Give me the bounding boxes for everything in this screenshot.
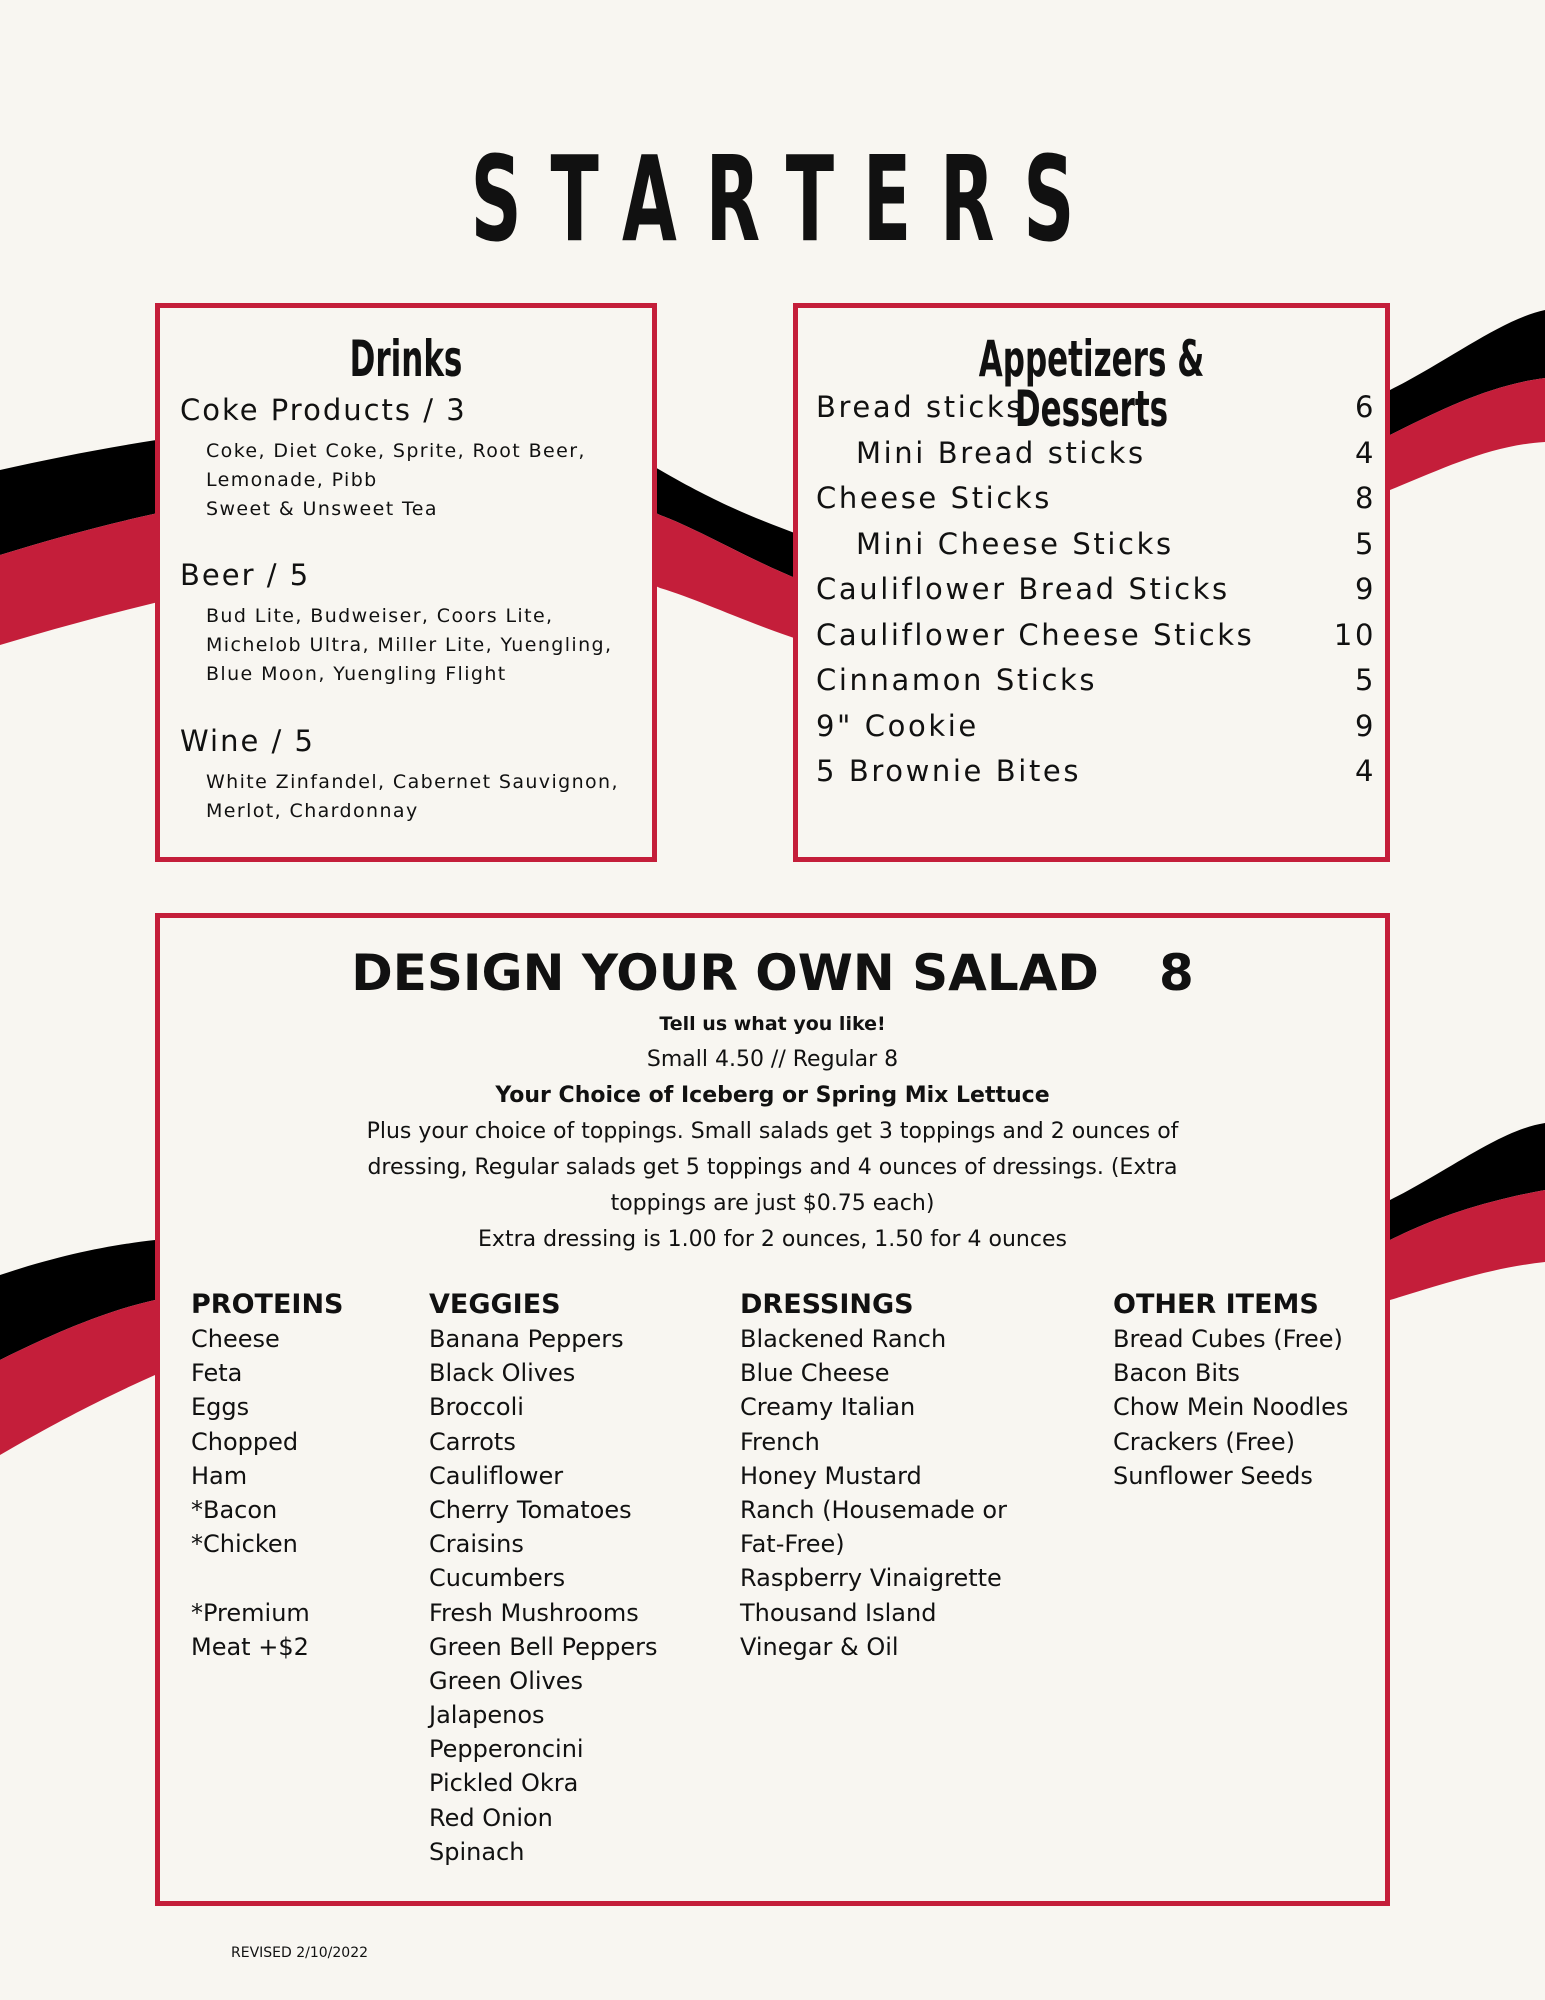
item-price: 4 <box>1354 435 1376 470</box>
list-item: Cheese <box>191 1325 280 1353</box>
list-item: Spinach <box>429 1837 525 1866</box>
list-item: *Chicken <box>191 1530 298 1559</box>
list-item: Pickled Okra <box>429 1769 579 1798</box>
salad-title-text: DESIGN YOUR OWN SALAD <box>351 944 1099 1002</box>
item-name: Cauliflower Bread Sticks <box>816 572 1230 606</box>
column-heading: VEGGIES <box>429 1289 561 1320</box>
column-heading: PROTEINS <box>191 1289 344 1320</box>
drink-group-items <box>180 768 650 826</box>
list-item: Blue Cheese <box>740 1359 890 1388</box>
list-item: Raspberry Vinaigrette <box>740 1564 1002 1593</box>
list-item: Honey Mustard <box>740 1461 922 1490</box>
list-item: Vinegar & Oil <box>740 1632 899 1661</box>
page-title: STARTERS <box>470 130 1104 268</box>
salad-toppings-line: toppings are just $0.75 each) <box>610 1191 935 1216</box>
salad-sizes: Small 4.50 // Regular 8 <box>646 1047 899 1072</box>
drink-group-items <box>180 602 650 689</box>
salad-extra-dressing: Extra dressing is 1.00 for 2 ounces, 1.50 for 4 ounces <box>478 1227 1067 1252</box>
list-item: Ranch (Housemade or <box>740 1495 1007 1524</box>
list-item: Red Onion <box>429 1803 553 1832</box>
drink-line: Coke, Diet Coke, Sprite, Root Beer, <box>206 440 586 462</box>
list-item: Bread Cubes (Free) <box>1113 1325 1343 1353</box>
item-name: 5 Brownie Bites <box>816 754 1082 788</box>
proteins-column <box>191 1288 343 1664</box>
item-price: 5 <box>1354 526 1376 561</box>
revised-date: REVISED 2/10/2022 <box>231 1945 369 1961</box>
other-items-column <box>1113 1288 1348 1493</box>
menu-item <box>816 663 1376 709</box>
list-item: Cauliflower <box>429 1461 564 1490</box>
list-item: Craisins <box>429 1530 524 1559</box>
item-name: Mini Bread sticks <box>856 435 1146 470</box>
list-item: Feta <box>191 1359 243 1388</box>
drinks-heading: Drinks <box>349 330 463 388</box>
list-item: Green Olives <box>429 1666 584 1695</box>
drink-line: Michelob Ultra, Miller Lite, Yuengling, <box>206 634 613 656</box>
drinks-panel <box>155 303 657 862</box>
column-heading: OTHER ITEMS <box>1113 1289 1319 1320</box>
menu-item <box>816 390 1376 436</box>
drink-group-name: Coke Products / 3 <box>180 393 467 427</box>
drink-line: Blue Moon, Yuengling Flight <box>206 663 507 685</box>
item-price: 9 <box>1354 708 1376 743</box>
item-price: 9 <box>1354 572 1376 606</box>
item-price: 4 <box>1354 754 1376 788</box>
item-price: 5 <box>1354 663 1376 697</box>
list-item: Pepperoncini <box>429 1735 584 1764</box>
menu-item <box>816 618 1376 664</box>
list-item: Cucumbers <box>429 1564 566 1593</box>
salad-price: 8 <box>1158 944 1194 1002</box>
list-item: Crackers (Free) <box>1113 1427 1295 1456</box>
salad-lettuce: Your Choice of Iceberg or Spring Mix Lettuce <box>495 1083 1050 1108</box>
salad-panel <box>155 913 1390 1906</box>
drink-line: Merlot, Chardonnay <box>206 800 419 822</box>
item-name: Bread sticks <box>816 390 1025 424</box>
list-item: Ham <box>191 1461 248 1490</box>
item-name: Cauliflower Cheese Sticks <box>816 617 1255 652</box>
item-name: Mini Cheese Sticks <box>856 526 1174 561</box>
drink-group-name: Wine / 5 <box>180 724 315 758</box>
list-item: Fresh Mushrooms <box>429 1598 639 1627</box>
list-item: Banana Peppers <box>429 1325 624 1353</box>
drink-group-beer <box>180 558 650 689</box>
salad-toppings-line: dressing, Regular salads get 5 toppings and 4 ounces of dressings. (Extra <box>367 1155 1178 1180</box>
salad-title <box>160 944 1385 1002</box>
list-item: Jalapenos <box>429 1701 545 1730</box>
menu-item <box>816 436 1376 482</box>
item-price: 10 <box>1333 617 1376 652</box>
list-item: Fat-Free) <box>740 1530 845 1559</box>
drink-group-items <box>180 437 650 524</box>
appetizers-list <box>816 390 1376 800</box>
list-item: Bacon Bits <box>1113 1359 1240 1388</box>
list-item: Sunflower Seeds <box>1113 1461 1313 1490</box>
column-list <box>740 1322 1007 1664</box>
drink-group-name: Beer / 5 <box>180 558 311 592</box>
list-spacer <box>191 1561 343 1595</box>
list-item: Black Olives <box>429 1359 576 1388</box>
veggies-column <box>429 1288 658 1869</box>
item-name: Cinnamon Sticks <box>816 663 1098 697</box>
item-price: 8 <box>1354 481 1376 515</box>
appetizers-heading: Appetizers & Desserts <box>978 330 1205 438</box>
menu-item <box>816 754 1376 800</box>
item-price: 6 <box>1354 390 1376 424</box>
menu-item <box>816 709 1376 755</box>
list-item: Chopped <box>191 1427 299 1456</box>
salad-tagline: Tell us what you like! <box>659 1013 886 1035</box>
column-list <box>429 1322 658 1869</box>
column-list <box>1113 1322 1348 1493</box>
drink-line: White Zinfandel, Cabernet Sauvignon, <box>206 771 619 793</box>
drink-line: Bud Lite, Budweiser, Coors Lite, <box>206 605 554 627</box>
list-item: *Premium <box>191 1598 310 1627</box>
list-item: Green Bell Peppers <box>429 1632 658 1661</box>
drink-line: Lemonade, Pibb <box>206 469 378 491</box>
drink-group-coke <box>180 393 650 524</box>
list-item: Chow Mein Noodles <box>1113 1393 1349 1422</box>
drink-line: Sweet & Unsweet Tea <box>206 498 438 520</box>
column-heading: DRESSINGS <box>740 1289 914 1320</box>
list-item: Broccoli <box>429 1393 524 1422</box>
appetizers-panel <box>793 303 1390 862</box>
column-list <box>191 1322 343 1664</box>
drink-group-wine <box>180 724 650 826</box>
list-item: Thousand Island <box>740 1598 937 1627</box>
list-item: Blackened Ranch <box>740 1325 947 1353</box>
list-item: French <box>740 1427 820 1456</box>
list-item: Cherry Tomatoes <box>429 1495 632 1524</box>
salad-toppings-line: Plus your choice of toppings. Small salads get 3 toppings and 2 ounces of <box>366 1119 1179 1144</box>
list-item: Carrots <box>429 1427 516 1456</box>
list-item: Creamy Italian <box>740 1393 916 1422</box>
list-item: *Bacon <box>191 1495 278 1524</box>
item-name: 9" Cookie <box>816 708 979 743</box>
item-name: Cheese Sticks <box>816 481 1052 515</box>
dressings-column <box>740 1288 1007 1664</box>
menu-item <box>816 572 1376 618</box>
menu-item <box>816 481 1376 527</box>
list-item: Meat +$2 <box>191 1632 309 1661</box>
list-item: Eggs <box>191 1393 250 1422</box>
salad-info <box>220 1006 1325 1258</box>
menu-item <box>816 527 1376 573</box>
